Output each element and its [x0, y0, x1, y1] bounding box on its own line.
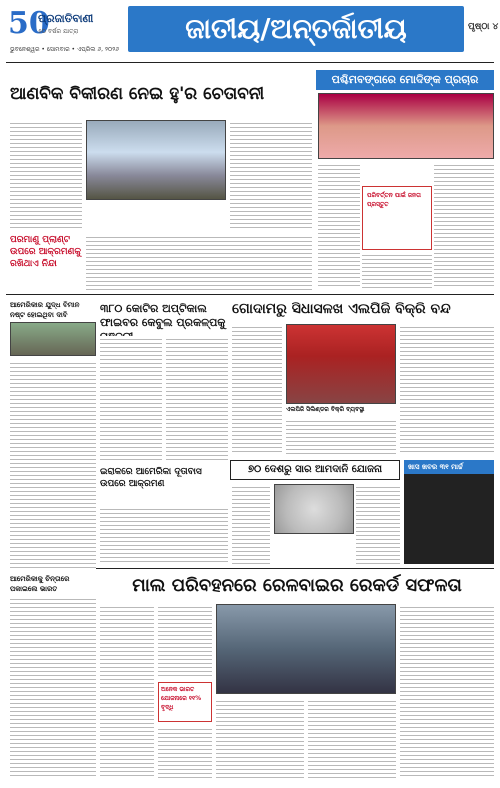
fertilizer-photo	[274, 484, 354, 534]
rally-photo	[318, 93, 494, 159]
wb-body-mid	[362, 252, 432, 288]
rail-body-3	[158, 726, 212, 778]
wb-headline: ପଶ୍ଚିମବଙ୍ଗରେ ମୋଦିଙ୍କ ପ୍ରଚାର	[316, 70, 494, 90]
import-headline: ୭୦ ଦେଶରୁ ସାର ଆମଦାନି ଯୋଜନା	[230, 460, 400, 480]
fiber-body-left	[100, 336, 162, 462]
wb-quote-box	[362, 186, 432, 250]
rail-headline: ମାଲ ପରିବହନରେ ରେଳବାଇର ରେକର୍ଡ ସଫଳତା	[132, 575, 462, 596]
rail-highlight-box	[158, 682, 212, 722]
print-color-strip	[8, 779, 492, 785]
newspaper-brand: ପ୍ରଜାତିବାଣୀ	[38, 12, 94, 25]
masthead-divider	[6, 62, 494, 63]
top-headline: ଆଣବିକ ବିକୀରଣ ନେଇ ହୁ'ର ଚେତାବନୀ	[10, 84, 265, 104]
top-body-right	[230, 120, 312, 230]
iran-headline: ଇରାକରେ ଆମେରିକା ଦୂତାବାସ ଉପରେ ଆକ୍ରମଣ	[100, 467, 202, 489]
divider-2	[96, 568, 494, 569]
rail-body-5	[308, 698, 396, 778]
left-small-headline: ଆମେରିକାକୁ ଚିନ୍ତାରେ ପକାଇଲେ ଭାରତ	[10, 575, 70, 593]
import-body-right	[356, 484, 400, 564]
side-box-title: ଖାସ ଖବର ୩୧ ମାର୍ଚ୍ଚ	[404, 460, 494, 474]
rail-body-2	[158, 604, 212, 678]
masthead	[0, 0, 500, 62]
left-body-2	[10, 596, 96, 776]
wb-body-right	[434, 162, 494, 288]
top-body-left	[10, 120, 82, 230]
left-headline: ଆମେରିକାର ଯୁଦ୍ଧ ବିମାନ ନଷ୍ଟ ହୋଇଥିବା ଦାବି	[10, 301, 80, 319]
left-body	[10, 360, 96, 570]
rail-body-1	[100, 604, 154, 778]
jet-photo	[10, 322, 96, 356]
fiber-body-right	[166, 336, 228, 462]
iran-headline-box	[100, 466, 228, 502]
lpg-body-right	[400, 324, 494, 454]
import-body-left	[232, 484, 270, 564]
logo-tagline: ୫୦ ବର୍ଷର ଯାତ୍ରା	[38, 28, 79, 35]
divider-1	[6, 294, 494, 295]
section-title: ଜାତୀୟ/ଅନ୍ତର୍ଜାତୀୟ	[128, 6, 464, 52]
anniversary-number: 50	[8, 6, 50, 41]
lpg-cylinder-photo	[286, 324, 396, 404]
rail-body-4	[216, 698, 304, 778]
lpg-headline: ଗୋଦାମରୁ ସିଧାସଳଖ ଏଲପିଜି ବିକ୍ରି ବନ୍ଦ	[232, 301, 451, 317]
rail-body-6	[400, 604, 494, 778]
rail-freight-photo	[216, 604, 396, 694]
lpg-body-mid	[286, 418, 396, 454]
fiber-headline: ୩୮୦ କୋଟିର ଅପ୍ଟିକାଲ ଫାଇବର କେବୁଲ ପ୍ରକଳ୍ପକୁ	[100, 302, 226, 329]
wb-quote: ପରିବର୍ତ୍ତନ ପାଇଁ ଜନତା ପ୍ରସ୍ତୁତ	[367, 192, 421, 208]
issue-date: ଭୁବନେଶ୍ୱର • ସୋମବାର • ଏପ୍ରିଲ ୬, ୨୦୨୬	[10, 46, 120, 53]
page-number: ପୃଷ୍ଠା ୪	[468, 22, 499, 32]
iran-body	[100, 506, 228, 564]
news-brief-box	[404, 460, 494, 564]
nuclear-box-text: ପରମାଣୁ ପ୍ଲାଣ୍ଟ ଉପରେ ଆକ୍ରମଣକୁ ରଖିଥାଏ ନିନ୍ଦା	[10, 235, 82, 269]
newspaper-logo	[8, 6, 128, 56]
nuclear-box	[10, 234, 82, 290]
lpg-body-left	[232, 324, 282, 454]
rail-box-text: ଅନେକ ଭାରତ ଯୋଜନାରେ ୧୧% ବୃଦ୍ଧି	[161, 686, 202, 711]
nuclear-plant-photo	[86, 120, 226, 200]
lpg-subtitle: ଏଲପିଜି ସିଲିଣ୍ଡର ବିକ୍ରି ବ୍ୟବସ୍ଥା	[286, 406, 365, 413]
nuclear-body	[86, 234, 312, 290]
wb-body-left	[318, 162, 360, 288]
